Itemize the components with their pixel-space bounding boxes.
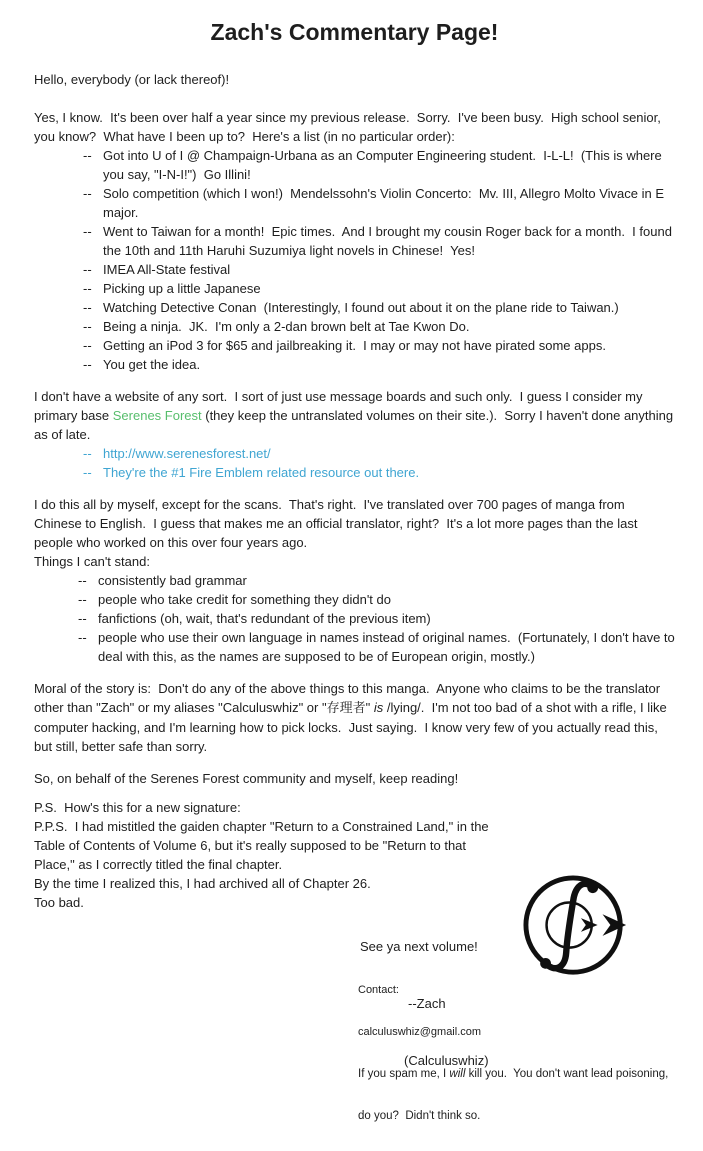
spam-warning-line1 xyxy=(358,1067,668,1081)
list-item xyxy=(83,279,675,298)
spam-text-post: kill you. You don't want lead poisoning, xyxy=(465,1068,669,1080)
bullet-marker: -- xyxy=(83,357,92,372)
cant-stand-heading: Things I can't stand: xyxy=(34,554,150,569)
moral-paragraph xyxy=(34,679,675,756)
behalf-paragraph: So, on behalf of the Serenes Forest community and myself, keep reading! xyxy=(34,771,459,786)
page-title: Zach's Commentary Page! xyxy=(210,19,499,45)
list-item-text: IMEA All-State festival xyxy=(103,262,231,277)
cjk-alias: 存理者 xyxy=(326,701,366,716)
translator-paragraph: I do this all by myself, except for the scans. That's right. I've translated over 700 pages of manga from Chinese to English. I guess that makes me an official translator, right? It's a lot more pages than the last people who worked on this over four years ago. xyxy=(34,497,642,550)
pps-line3: Too bad. xyxy=(34,895,84,910)
bullet-marker: -- xyxy=(83,148,92,163)
list-item-text: Getting an iPod 3 for $65 and jailbreaking it. I may or may not have pirated some apps. xyxy=(103,338,606,353)
link-item xyxy=(83,444,675,463)
bullet-marker: -- xyxy=(83,224,92,239)
list-item xyxy=(83,184,675,222)
pps-paragraph: P.P.S. I had mistitled the gaiden chapter "Return to a Constrained Land," in the Table of Contents of Volume 6, but it's really supposed to be "Return to that Place," as I correctly titled the final chapter. xyxy=(34,819,493,872)
bullet-marker: -- xyxy=(78,573,87,588)
website-text-before: I don't have a website of any sort. I sort of just use message boards and such only. I guess I consider my primary base xyxy=(34,389,647,423)
bullet-marker: -- xyxy=(83,465,92,480)
link-item xyxy=(83,463,675,482)
list-item xyxy=(78,628,679,666)
contact-label: Contact: xyxy=(358,984,399,996)
website-paragraph xyxy=(34,387,675,444)
bullet-marker: -- xyxy=(78,611,87,626)
list-item-text: Picking up a little Japanese xyxy=(103,281,261,296)
list-item-text: consistently bad grammar xyxy=(98,573,247,588)
list-item-text: Watching Detective Conan (Interestingly, I found out about it on the plane ride to Taiwan.) xyxy=(103,300,619,315)
list-item-text: fanfictions (oh, wait, that's redundant of the previous item) xyxy=(98,611,431,626)
bullet-marker: -- xyxy=(83,281,92,296)
signoff-line3: (Calculuswhiz) xyxy=(404,1053,489,1068)
list-item-text: You get the idea. xyxy=(103,357,201,372)
website-text-after: (they keep the untranslated volumes on their site.). Sorry I haven't done anything as of late. xyxy=(34,408,677,442)
bullet-marker: -- xyxy=(83,300,92,315)
cant-stand-list xyxy=(34,571,679,666)
bullet-marker: -- xyxy=(83,338,92,353)
spam-italic-will: will xyxy=(449,1068,466,1080)
list-item xyxy=(83,355,675,374)
moral-text-2: " xyxy=(365,700,374,715)
greeting-text: Hello, everybody (or lack thereof)! xyxy=(34,72,230,87)
list-item xyxy=(83,317,675,336)
list-item xyxy=(78,590,675,609)
list-item-text: Being a ninja. JK. I'm only a 2-dan brown belt at Tae Kwon Do. xyxy=(103,319,470,334)
contact-block xyxy=(358,955,668,1151)
list-item xyxy=(83,336,675,355)
list-item xyxy=(83,146,675,184)
moral-text-3: /lying/. I'm not too bad of a shot with a rifle, I like computer hacking, and I'm learning how to pick locks. Just saying. I know very few of you actually read this, but still, better safe than sorry. xyxy=(34,700,671,754)
ps-line: P.S. How's this for a new signature: xyxy=(34,800,241,815)
fire-emblem-note: They're the #1 Fire Emblem related resource out there. xyxy=(103,465,420,480)
signature-section xyxy=(34,798,675,1122)
updates-list xyxy=(34,146,675,374)
contact-email: calculuswhiz@gmail.com xyxy=(358,1026,482,1038)
bullet-marker: -- xyxy=(83,319,92,334)
list-item xyxy=(83,298,675,317)
list-item xyxy=(83,260,675,279)
spam-warning-line2: do you? Didn't think so. xyxy=(358,1110,481,1122)
bullet-marker: -- xyxy=(83,446,92,461)
list-item xyxy=(83,222,675,260)
pps-line2: By the time I realized this, I had archived all of Chapter 26. xyxy=(34,876,371,891)
bullet-marker: -- xyxy=(78,592,87,607)
links-list xyxy=(34,444,675,482)
list-item xyxy=(78,609,675,628)
moral-text-1: Moral of the story is: Don't do any of the above things to this manga. Anyone who claims to be the translator other than "Zach" or my aliases "Calculuswhiz" or " xyxy=(34,681,664,715)
intro-paragraph: Yes, I know. It's been over half a year since my previous release. Sorry. I've been busy. High school senior, you know? What have I been up to? Here's a list (in no particular order): xyxy=(34,110,665,144)
list-item-text: people who use their own language in names instead of original names. (Fortunately, I don't have to deal with this, as the names are supposed to be of European origin, mostly.) xyxy=(98,630,679,664)
serenes-forest-highlight: Serenes Forest xyxy=(112,408,202,423)
bullet-marker: -- xyxy=(78,630,87,645)
bullet-marker: -- xyxy=(83,262,92,277)
integral-signature-logo xyxy=(522,872,632,984)
list-item xyxy=(78,571,675,590)
list-item-text: Went to Taiwan for a month! Epic times. And I brought my cousin Roger back for a month. I found the 10th and 11th Haruhi Suzumiya light novels in Chinese! Yes! xyxy=(103,224,676,258)
bullet-marker: -- xyxy=(83,186,92,201)
list-item-text: people who take credit for something they didn't do xyxy=(98,592,391,607)
signoff-line1: See ya next volume! xyxy=(360,939,478,954)
list-item-text: Got into U of I @ Champaign-Urbana as an Computer Engineering student. I-L-L! (This is where you say, "I-N-I!") Go Illini! xyxy=(103,148,666,182)
signoff-line2: --Zach xyxy=(408,996,446,1011)
serenesforest-url-link[interactable]: http://www.serenesforest.net/ xyxy=(103,446,271,461)
moral-italic-is: is xyxy=(373,700,384,715)
list-item-text: Solo competition (which I won!) Mendelssohn's Violin Concerto: Mv. III, Allegro Molto Vivace in E major. xyxy=(103,186,668,220)
spam-text-pre: If you spam me, I xyxy=(358,1068,450,1080)
